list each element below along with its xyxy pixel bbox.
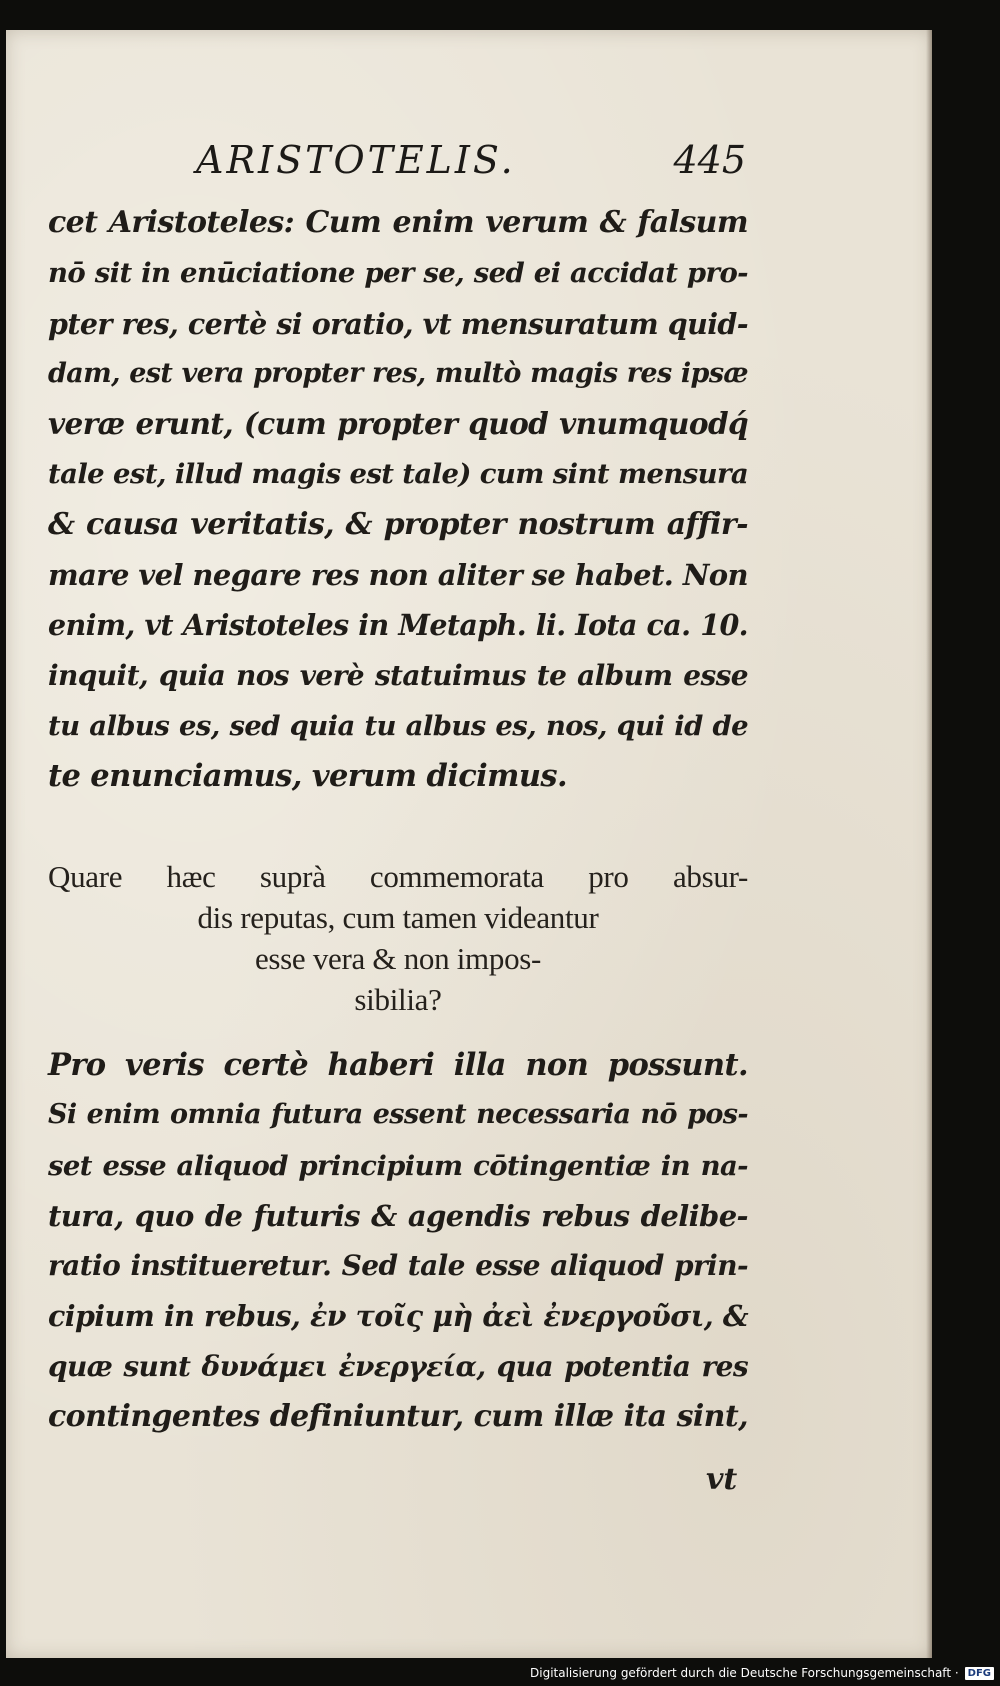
paragraph-1 [48,198,748,802]
text-line: Pro veris certè haberi illa non possunt. [48,1047,748,1083]
question-heading [48,856,748,1020]
text-line: te enunciamus, verum dicimus. [48,758,567,795]
question-line: dis reputas, cum tamen videantur [197,900,599,935]
text-line: cipium in rebus, ἐν τοῖς μὴ ἀεὶ ἐνεργοῦσι, & [48,1299,748,1334]
book-page [6,30,932,1658]
text-line: contingentes definiuntur, cum illæ ita sint, [48,1399,748,1435]
text-line: mare vel negare res non aliter se habet. Non [48,558,748,593]
text-line: Si enim omnia futura essent necessaria nō pos- [48,1099,748,1131]
text-line: tura, quo de futuris & agendis rebus delibe- [48,1198,748,1233]
text-line: enim, vt Aristoteles in Metaph. li. Iota ca. 10. [48,608,748,643]
text-line: ratio institueretur. Sed tale esse aliquod prin- [48,1249,748,1283]
text-line: tale est, illud magis est tale) cum sint mensura [48,458,749,491]
running-title: ARISTOTELIS. [196,138,516,182]
dfg-logo: DFG [965,1667,994,1680]
text-line: cet Aristoteles: Cum enim verum & falsum [48,205,748,240]
text-line: veræ erunt, (cum propter quod vnumquodq́ [48,406,748,442]
text-line: pter res, certè si oratio, vt mensuratum quid- [48,306,748,341]
question-line: sibilia? [354,982,442,1017]
text-line: set esse aliquod principium cōtingentiæ in na- [48,1149,748,1182]
text-line: tu albus es, sed quia tu albus es, nos, qui id de [48,709,748,742]
text-line: nō sit in enūciatione per se, sed ei accidat pro- [48,257,748,290]
text-line: quæ sunt δυνάμει ἐνεργεία, qua potentia res [48,1349,748,1383]
digitization-credit [530,1662,994,1684]
running-head [196,138,746,190]
text-line: inquit, quia nos verè statuimus te album esse [48,658,748,692]
page-edge-shadow [926,30,932,1658]
page-number: 445 [673,138,746,182]
catchword: vt [706,1462,738,1497]
question-line: esse vera & non impos- [254,941,542,976]
credit-text: Digitalisierung gefördert durch die Deutsche Forschungsgemeinschaft · [530,1666,959,1680]
paragraph-2 [48,1040,748,1442]
text-line: & causa veritatis, & propter nostrum affir- [48,506,748,542]
text-line: dam, est vera propter res, multò magis res ipsæ [48,357,748,389]
question-line: Quare hæc suprà commemorata pro absur- [48,859,748,894]
